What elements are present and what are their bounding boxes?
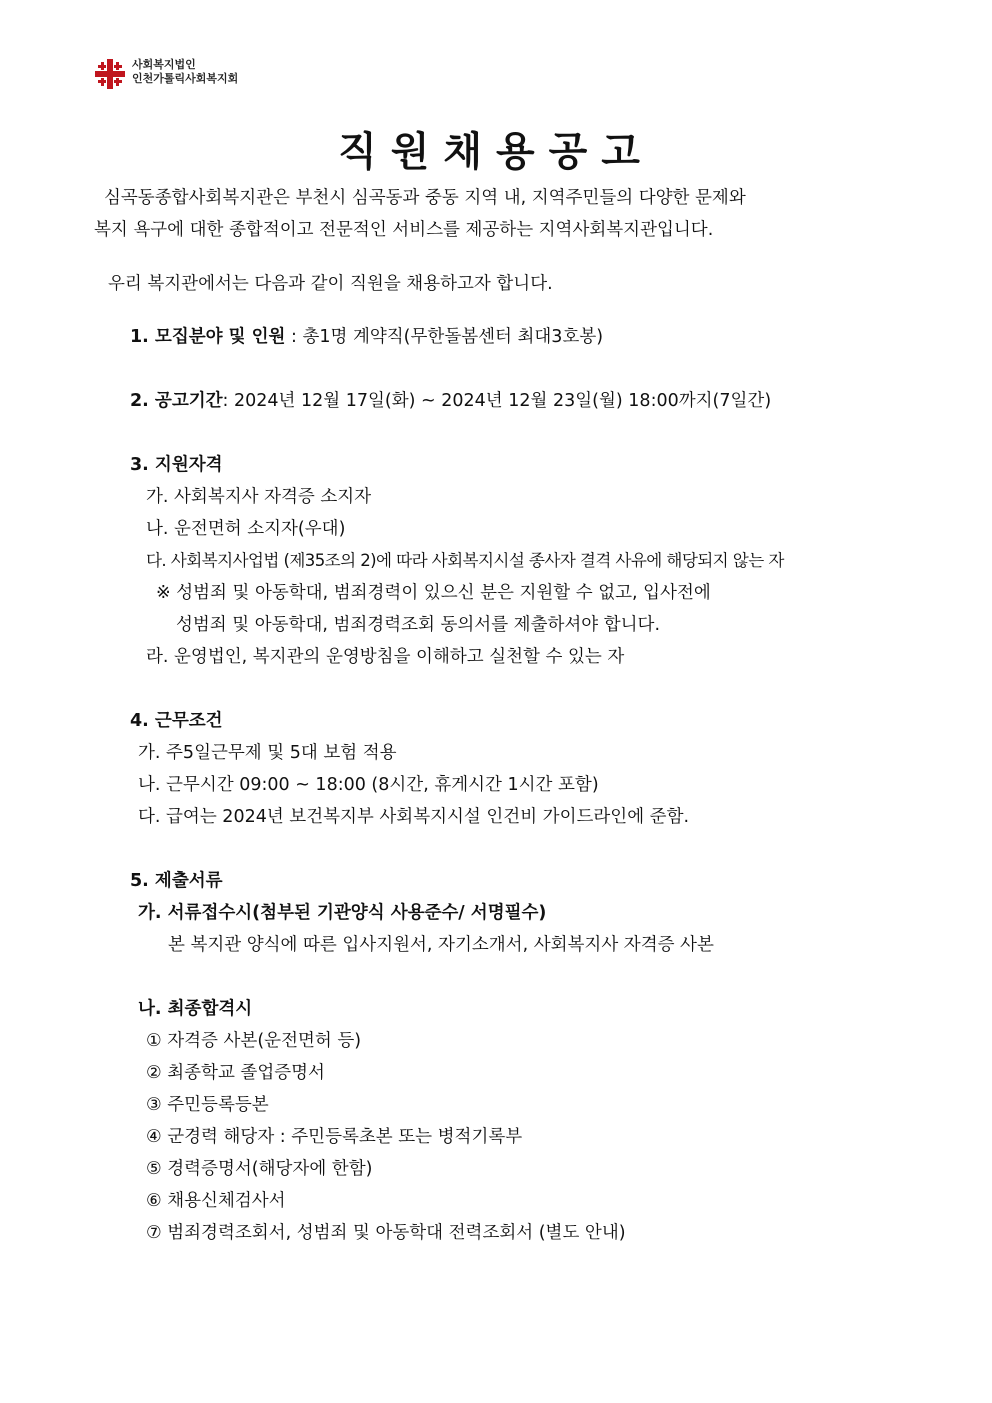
section-text: : 2024년 12월 17일(화) ~ 2024년 12월 23일(월) 18:00까지(7일간): [222, 391, 772, 411]
org-name-line2: 인천가톨릭사회복지회: [132, 72, 239, 85]
condition-item: 나. 근무시간 09:00 ~ 18:00 (8시간, 휴게시간 1시간 포함): [138, 775, 599, 795]
qualification-item: 다. 사회복지사업법 (제35조의 2)에 따라 사회복지시설 종사자 결격 사유에 해당되지 않는 자: [146, 551, 784, 570]
document-item: ② 최종학교 졸업증명서: [146, 1063, 325, 1083]
document-item: ① 자격증 사본(운전면허 등): [146, 1031, 362, 1051]
section-2: [130, 389, 771, 413]
section-heading: 2. 공고기간: [130, 391, 223, 411]
qualification-item: 가. 사회복지사 자격증 소지자: [146, 487, 372, 507]
section-text: : 총1명 계약직(무한돌봄센터 최대3호봉): [285, 327, 604, 347]
documents-a-text: 본 복지관 양식에 따른 입사지원서, 자기소개서, 사회복지사 자격증 사본: [168, 935, 714, 955]
condition-item: 가. 주5일근무제 및 5대 보험 적용: [138, 743, 397, 763]
document-item: ④ 군경력 해당자 : 주민등록초본 또는 병적기록부: [146, 1127, 523, 1147]
qualification-item: 라. 운영법인, 복지관의 운영방침을 이해하고 실천할 수 있는 자: [146, 647, 625, 667]
org-name-line1: 사회복지법인: [132, 58, 196, 71]
section-heading: 1. 모집분야 및 인원: [130, 327, 286, 347]
qualification-note-cont: 성범죄 및 아동학대, 범죄경력조회 동의서를 제출하셔야 합니다.: [176, 615, 661, 635]
cross-logo-icon: [94, 58, 126, 90]
section-1: [130, 325, 603, 349]
document-item: ⑥ 채용신체검사서: [146, 1191, 286, 1211]
document-item: ⑦ 범죄경력조회서, 성범죄 및 아동학대 전력조회서 (별도 안내): [146, 1223, 626, 1243]
intro-line-3: 우리 복지관에서는 다음과 같이 직원을 채용하고자 합니다.: [108, 274, 553, 294]
section-3-heading: 3. 지원자격: [130, 455, 223, 475]
condition-item: 다. 급여는 2024년 보건복지부 사회복지시설 인건비 가이드라인에 준함.: [138, 807, 690, 827]
qualification-item: 나. 운전면허 소지자(우대): [146, 519, 346, 539]
qualification-note: ※ 성범죄 및 아동학대, 범죄경력이 있으신 분은 지원할 수 없고, 입사전에: [156, 583, 711, 603]
intro-line-1: 심곡동종합사회복지관은 부천시 심곡동과 중동 지역 내, 지역주민들의 다양한 문제와: [104, 188, 746, 208]
org-logo: [94, 56, 294, 92]
document-item: ⑤ 경력증명서(해당자에 한함): [146, 1159, 373, 1179]
documents-a-heading: 가. 서류접수시(첨부된 기관양식 사용준수/ 서명필수): [138, 903, 547, 923]
intro-line-2: 복지 욕구에 대한 종합적이고 전문적인 서비스를 제공하는 지역사회복지관입니다.: [94, 220, 714, 240]
page-title: 직원채용공고: [338, 128, 654, 175]
section-4-heading: 4. 근무조건: [130, 711, 223, 731]
documents-b-heading: 나. 최종합격시: [138, 999, 253, 1019]
section-5-heading: 5. 제출서류: [130, 871, 223, 891]
document-item: ③ 주민등록등본: [146, 1095, 269, 1115]
